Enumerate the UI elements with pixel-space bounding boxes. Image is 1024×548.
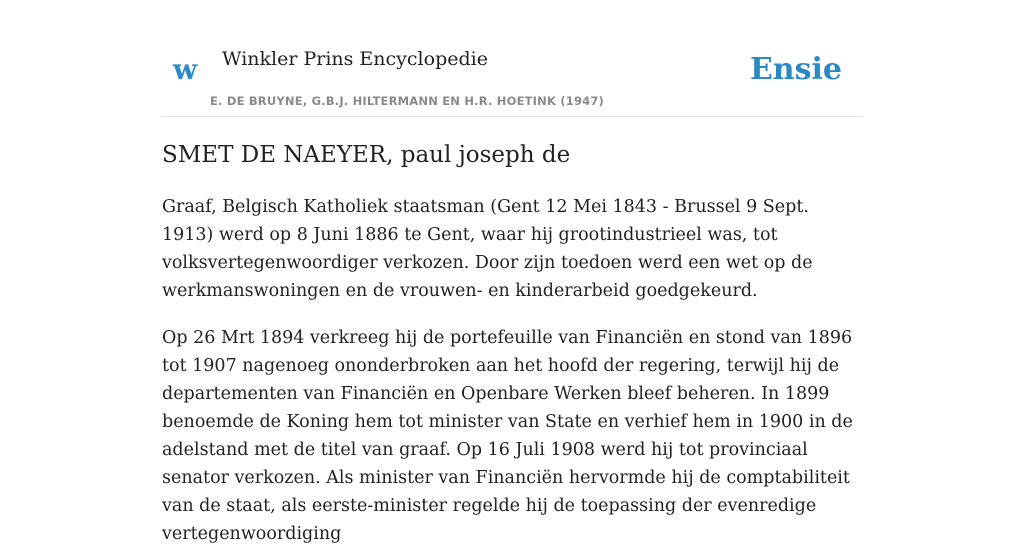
article	[162, 138, 862, 548]
publication-header	[162, 0, 862, 117]
publication-logo-icon[interactable]: w	[173, 53, 198, 86]
article-paragraph: Graaf, Belgisch Katholiek staatsman (Gent 12 Mei 1843 - Brussel 9 Sept. 1913) werd op 8 Juni 1886 te Gent, waar hij grootindustrieel was, tot volksvertegenwoordiger verkozen. Door zijn toedoen werd een wet op de werkmanswoningen en de vrouwen- en kinderarbeid goedgekeurd.	[162, 197, 813, 301]
ensie-brand-link[interactable]: Ensie	[749, 52, 842, 87]
article-title: SMET DE NAEYER, paul joseph de	[162, 142, 571, 168]
publication-authors: E. DE BRUYNE, G.B.J. HILTERMANN EN H.R. HOETINK (1947)	[210, 94, 605, 108]
publication-title[interactable]: Winkler Prins Encyclopedie	[222, 48, 488, 70]
article-paragraph: Op 26 Mrt 1894 verkreeg hij de portefeuille van Financiën en stond van 1896 tot 1907 nagenoeg ononderbroken aan het hoofd der regering, terwijl hij de departementen van Financiën en Openbare Werken bleef beheren. In 1899 benoemde de Koning hem tot minister van State en verhief hem in 1900 in de adelstand met de titel van graaf. Op 16 Juli 1908 werd hij tot provinciaal senator verkozen. Als minister van Financiën hervormde hij de comptabiliteit van de staat, als eerste-minister regelde hij de toepassing der evenredige vertegenwoordiging	[162, 328, 853, 544]
